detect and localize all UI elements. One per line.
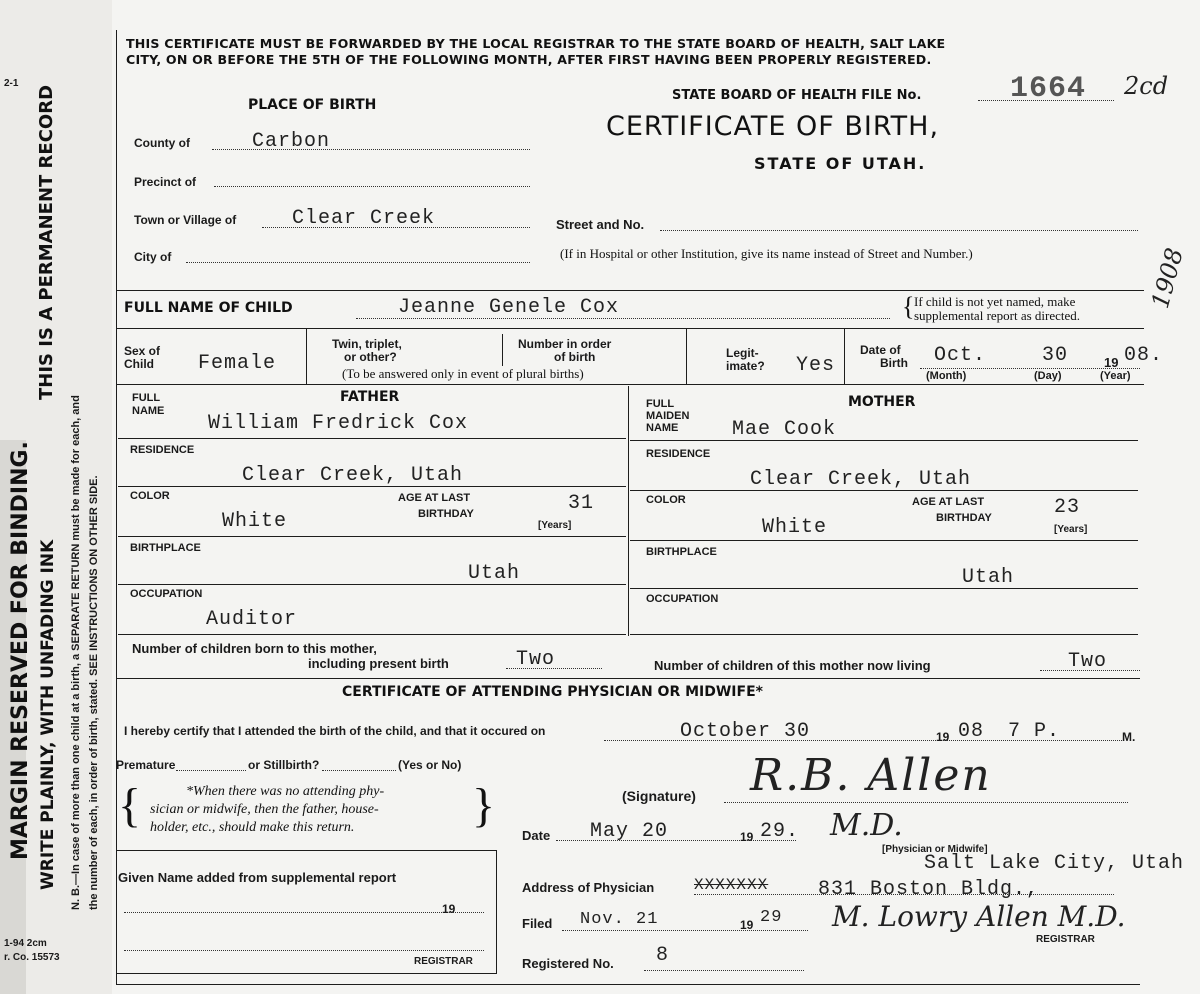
- filed-label: Filed: [522, 916, 553, 931]
- father-occupation-label: OCCUPATION: [130, 588, 203, 600]
- supplemental-century: 19: [442, 902, 456, 916]
- order-label-2: of birth: [554, 350, 596, 364]
- mother-full-label-3: NAME: [646, 422, 679, 434]
- birth-year: 08: [958, 720, 985, 743]
- notice-line-1: THIS CERTIFICATE MUST BE FORWARDED BY THE LOCAL REGISTRAR TO THE STATE BOARD OF HEALTH, SALT LAKE: [126, 36, 946, 51]
- order-label-1: Number in order: [518, 337, 612, 351]
- father-age-label-2: BIRTHDAY: [418, 508, 474, 520]
- legit-label-1: Legit-: [726, 346, 759, 360]
- sex-label-2: Child: [124, 357, 154, 371]
- sex-row-bottom-rule: [116, 384, 1144, 385]
- father-birthplace: Utah: [468, 562, 521, 585]
- plural-note: (To be answered only in event of plural births): [342, 366, 584, 381]
- mother-full-label-2: MAIDEN: [646, 410, 690, 422]
- filed-line: [562, 930, 808, 931]
- father-name-rule: [118, 438, 626, 439]
- place-of-birth-heading: PLACE OF BIRTH: [248, 97, 377, 113]
- note-brace-left: {: [118, 779, 142, 832]
- dob-month: Oct.: [934, 344, 987, 367]
- father-age-label-1: AGE AT LAST: [398, 492, 471, 504]
- yes-no-label: (Yes or No): [398, 758, 462, 772]
- mother-birthplace: Utah: [962, 566, 1015, 589]
- mother-residence-rule: [630, 490, 1138, 491]
- sign-century: 19: [740, 830, 754, 844]
- father-color: White: [222, 510, 288, 533]
- legit-label-2: imate?: [726, 359, 765, 373]
- father-full-label-2: NAME: [132, 405, 165, 417]
- sex-divider: [306, 328, 307, 384]
- children-born: Two: [516, 648, 556, 671]
- mother-years-label: [Years]: [1054, 524, 1088, 535]
- registrar-signature: M. Lowry Allen M.D.: [832, 900, 1126, 933]
- margin-nb-text-1: N. B.—In case of more than one child at a birth, a SEPARATE RETURN must be made for each, and: [70, 395, 82, 910]
- address-struck: XXXXXXX: [694, 876, 769, 894]
- note-line-2: sician or midwife, then the father, house-: [150, 802, 379, 817]
- supplemental-registrar-label: REGISTRAR: [414, 956, 473, 967]
- supplemental-registrar-line: [124, 950, 484, 951]
- child-name-value: Jeanne Genele Cox: [398, 296, 620, 319]
- mother-color-label: COLOR: [646, 494, 686, 506]
- certify-text: I hereby certify that I attended the birth of the child, and that it occured on: [124, 724, 546, 738]
- note-line-1: *When there was no attending phy-: [186, 784, 385, 799]
- brace-symbol: {: [902, 292, 915, 321]
- mother-occupation-rule: [630, 634, 1138, 635]
- month-label: (Month): [926, 370, 967, 382]
- father-years-label: [Years]: [538, 520, 572, 531]
- file-note: 2cd: [1124, 72, 1169, 100]
- mother-birthplace-label: BIRTHPLACE: [646, 546, 717, 558]
- file-number: 1664: [1010, 72, 1087, 106]
- registered-line: [644, 970, 804, 971]
- not-named-note-1: If child is not yet named, make: [914, 294, 1076, 309]
- form-code-bottom-1: 1-94 2cm: [4, 938, 47, 949]
- father-full-label-1: FULL: [132, 392, 161, 404]
- birth-century: 19: [936, 730, 950, 744]
- mother-full-label-1: FULL: [646, 398, 675, 410]
- precinct-label: Precinct of: [134, 175, 197, 189]
- sex-label-1: Sex of: [124, 344, 161, 358]
- father-residence: Clear Creek, Utah: [242, 464, 464, 487]
- mother-occupation-label: OCCUPATION: [646, 593, 719, 605]
- children-born-label-2: including present birth: [308, 656, 449, 671]
- legit-value: Yes: [796, 354, 836, 377]
- child-name-top-rule: [116, 290, 1144, 291]
- father-name: William Fredrick Cox: [208, 412, 469, 435]
- parents-divider: [628, 386, 629, 636]
- city-label: City of: [134, 250, 172, 264]
- birth-time: 7 P.: [1008, 720, 1061, 743]
- town-label: Town or Village of: [134, 213, 237, 227]
- father-birthplace-rule: [118, 584, 626, 585]
- mother-birthplace-rule: [630, 588, 1138, 589]
- filed-year: 29: [760, 908, 783, 927]
- children-living: Two: [1068, 650, 1108, 673]
- note-brace-right: }: [472, 779, 496, 832]
- father-occupation-rule: [118, 634, 626, 635]
- mother-name: Mae Cook: [732, 418, 837, 441]
- form-bottom-rule: [116, 984, 1140, 985]
- sign-date-label: Date: [522, 828, 551, 843]
- children-born-label-1: Number of children born to this mother,: [132, 641, 377, 656]
- twin-label-2: or other?: [344, 350, 397, 364]
- filed-date: Nov. 21: [580, 910, 659, 929]
- mother-heading: MOTHER: [848, 394, 916, 410]
- registrar-label: REGISTRAR: [1036, 934, 1095, 945]
- form-code-bottom-2: r. Co. 15573: [4, 952, 60, 963]
- stillbirth-label: or Stillbirth?: [248, 758, 320, 772]
- town-value: Clear Creek: [292, 207, 436, 230]
- premature-line: [176, 770, 246, 771]
- father-color-label: COLOR: [130, 490, 170, 502]
- filed-century: 19: [740, 918, 754, 932]
- city-line: [186, 262, 530, 263]
- dob-day: 30: [1042, 344, 1069, 367]
- physician-signature: R.B. Allen: [750, 750, 992, 801]
- form-code-top: 2-1: [4, 78, 19, 89]
- physician-heading: CERTIFICATE OF ATTENDING PHYSICIAN OR MIDWIFE*: [342, 684, 763, 700]
- child-name-label: FULL NAME OF CHILD: [124, 300, 293, 316]
- margin-nb-text-2: the number of each, in order of birth, stated. SEE INSTRUCTIONS ON OTHER SIDE.: [88, 475, 100, 910]
- twin-divider: [502, 334, 503, 366]
- mother-age-label-1: AGE AT LAST: [912, 496, 985, 508]
- certificate-title: CERTIFICATE OF BIRTH,: [606, 111, 940, 142]
- not-named-note-2: supplemental report as directed.: [914, 308, 1081, 323]
- dob-label-1: Date of: [860, 343, 901, 357]
- legit-divider: [844, 328, 845, 384]
- father-residence-rule: [118, 486, 626, 487]
- day-label: (Day): [1034, 370, 1062, 382]
- form-left-border: [116, 30, 117, 985]
- margin-reserved-text: MARGIN RESERVED FOR BINDING.: [8, 441, 33, 860]
- street-label: Street and No.: [556, 217, 645, 232]
- sex-row-top-rule: [116, 328, 1144, 329]
- mother-color-rule: [630, 540, 1138, 541]
- mother-color: White: [762, 516, 828, 539]
- supplemental-line: [124, 912, 484, 913]
- father-occupation: Auditor: [206, 608, 298, 631]
- mother-age: 23: [1054, 496, 1081, 519]
- father-birthplace-label: BIRTHPLACE: [130, 542, 201, 554]
- note-line-3: holder, etc., should make this return.: [150, 820, 355, 835]
- hospital-note: (If in Hospital or other Institution, give its name instead of Street and Number.): [560, 246, 973, 261]
- father-color-rule: [118, 536, 626, 537]
- margin-year: 1908: [1146, 245, 1189, 312]
- physician-address: 831 Boston Bldg.,: [818, 878, 1040, 901]
- year-label: (Year): [1100, 370, 1131, 382]
- premature-label: Premature: [116, 758, 176, 772]
- county-label: County of: [134, 136, 190, 150]
- dob-year: 08.: [1124, 344, 1164, 367]
- registered-label: Registered No.: [522, 956, 614, 971]
- mother-name-rule: [630, 440, 1138, 441]
- children-living-label: Number of children of this mother now living: [654, 658, 931, 673]
- children-bottom-rule: [116, 678, 1140, 679]
- father-residence-label: RESIDENCE: [130, 444, 195, 456]
- mother-residence-label: RESIDENCE: [646, 448, 711, 460]
- precinct-line: [214, 186, 530, 187]
- signature-line: [724, 802, 1128, 803]
- address-label: Address of Physician: [522, 880, 655, 895]
- twin-label-1: Twin, triplet,: [332, 337, 402, 351]
- birth-meridian: M.: [1122, 730, 1136, 744]
- sign-date: May 20: [590, 820, 669, 843]
- dob-century: 19: [1104, 355, 1119, 370]
- father-heading: FATHER: [340, 389, 400, 405]
- physician-title-mark: M.D.: [830, 808, 903, 843]
- notice-line-2: CITY, ON OR BEFORE THE 5TH OF THE FOLLOWING MONTH, AFTER FIRST HAVING BEEN PROPERLY REGISTERED.: [126, 52, 932, 67]
- street-line: [660, 230, 1138, 231]
- margin-permanent-text: THIS IS A PERMANENT RECORD: [36, 84, 57, 400]
- plural-divider: [686, 328, 687, 384]
- sex-value: Female: [198, 352, 277, 375]
- physician-or-midwife: [Physician or Midwife]: [882, 844, 988, 855]
- mother-age-label-2: BIRTHDAY: [936, 512, 992, 524]
- supplemental-label: Given Name added from supplemental report: [118, 870, 397, 885]
- father-age: 31: [568, 492, 595, 515]
- registered-number: 8: [656, 944, 670, 967]
- stillbirth-line: [322, 770, 396, 771]
- signature-label: (Signature): [622, 788, 696, 804]
- dob-label-2: Birth: [880, 356, 908, 370]
- birth-date: October 30: [680, 720, 811, 743]
- file-number-label: STATE BOARD OF HEALTH FILE No.: [672, 88, 922, 103]
- margin-write-text: WRITE PLAINLY, WITH UNFADING INK: [38, 539, 58, 890]
- mother-residence: Clear Creek, Utah: [750, 468, 972, 491]
- state-title: STATE OF UTAH.: [754, 154, 927, 173]
- sign-year: 29.: [760, 820, 800, 843]
- county-value: Carbon: [252, 130, 331, 153]
- address-city: Salt Lake City, Utah: [924, 852, 1185, 875]
